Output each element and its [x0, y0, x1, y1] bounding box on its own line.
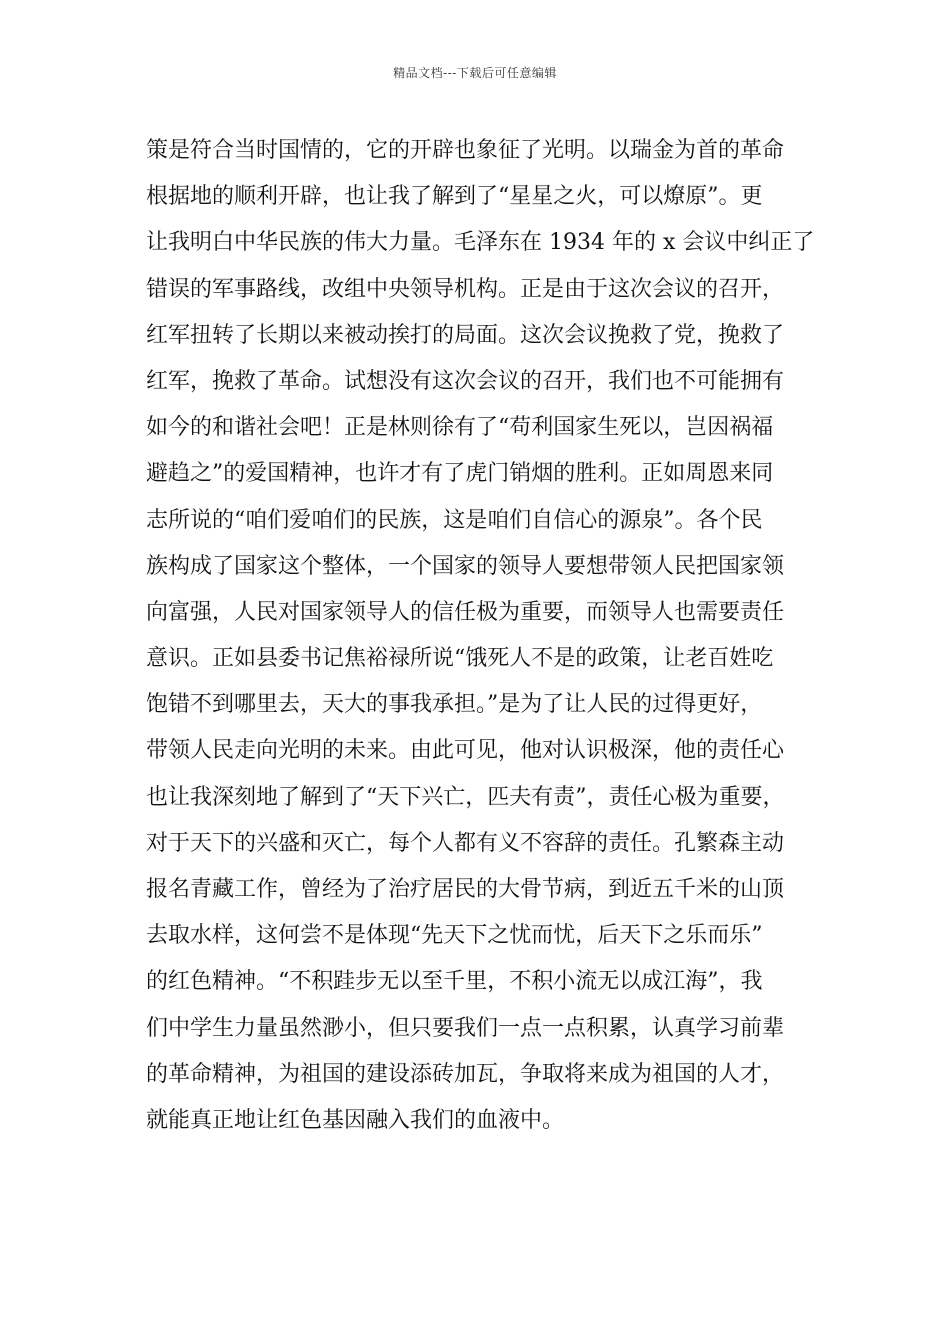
text-line: 族构成了国家这个整体，一个国家的领导人要想带领人民把国家领 — [146, 553, 785, 579]
page-header: 精品文档---下载后可任意编辑 — [393, 66, 557, 80]
text-line: 的革命精神，为祖国的建设添砖加瓦，争取将来成为祖国的人才， — [146, 1061, 785, 1087]
text-line: 报名青藏工作，曾经为了治疗居民的大骨节病，到近五千米的山顶 — [146, 877, 785, 902]
text-line: 让我明白中华民族的伟大力量。毛泽东在 1934 年的 x 会议中纠正了 — [146, 230, 815, 256]
body-paragraph — [146, 128, 820, 1144]
text-line: 饱错不到哪里去，天大的事我承担。”是为了让人民的过得更好， — [146, 692, 763, 718]
text-line: 就能真正地让红色基因融入我们的血液中。 — [146, 1107, 565, 1133]
text-line: 对于天下的兴盛和灭亡，每个人都有义不容辞的责任。孔繁森主动 — [146, 830, 785, 856]
text-line: 避趋之”的爱国精神，也许才有了虎门销烟的胜利。正如周恩来同 — [146, 461, 774, 487]
text-line: 也让我深刻地了解到了“天下兴亡，匹夫有责”，责任心极为重要， — [146, 784, 785, 810]
text-line: 意识。正如县委书记焦裕禄所说“饿死人不是的政策，让老百姓吃 — [146, 646, 774, 672]
text-line: 策是符合当时国情的，它的开辟也象征了光明。以瑞金为首的革命 — [146, 138, 785, 163]
text-line: 红军扭转了长期以来被动挨打的局面。这次会议挽救了党，挽救了 — [146, 322, 785, 348]
text-line: 如今的和谐社会吧！正是林则徐有了“苟利国家生死以，岂因祸福 — [146, 415, 774, 441]
text-line: 带领人民走向光明的未来。由此可见，他对认识极深，他的责任心 — [146, 738, 785, 764]
text-line: 去取水样，这何尝不是体现“先天下之忧而忧，后天下之乐而乐” — [146, 923, 763, 949]
text-line: 们中学生力量虽然渺小，但只要我们一点一点积累，认真学习前辈 — [146, 1015, 785, 1041]
text-line: 红军，挽救了革命。试想没有这次会议的召开，我们也不可能拥有 — [146, 368, 785, 394]
text-line: 错误的军事路线，改组中央领导机构。正是由于这次会议的召开， — [146, 276, 785, 302]
text-line: 的红色精神。“不积跬步无以至千里，不积小流无以成江海”，我 — [146, 969, 763, 995]
text-line: 根据地的顺利开辟，也让我了解到了“星星之火，可以燎原”。更 — [146, 184, 763, 210]
text-line: 志所说的“咱们爱咱们的民族，这是咱们自信心的源泉”。各个民 — [146, 507, 763, 533]
text-line: 向富强，人民对国家领导人的信任极为重要，而领导人也需要责任 — [146, 599, 785, 625]
